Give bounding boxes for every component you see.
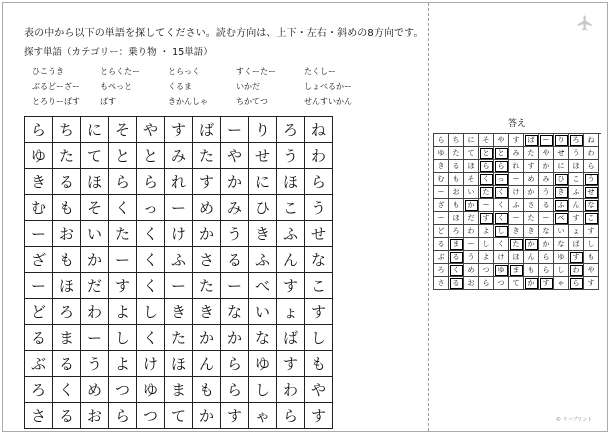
grid-cell: や [221,143,249,169]
answer-cell: い [464,186,479,199]
grid-cell: そ [109,117,137,143]
word-item: すくーたー [236,67,276,76]
answer-cell: か [524,186,539,199]
answer-cell: み [539,173,554,186]
answer-cell: く [494,212,509,225]
grid-cell: ら [109,169,137,195]
grid-cell: ら [109,403,137,429]
answer-cell: め [464,264,479,277]
word-item: ひこうき [32,67,64,76]
word-item: くるま [168,82,192,91]
grid-cell: っ [137,195,165,221]
answer-cell: す [539,277,554,290]
grid-cell: ー [109,247,137,273]
answer-cell: ー [434,212,449,225]
grid-cell: か [221,169,249,195]
answer-cell: や [494,134,509,147]
answer-cell: く [449,264,464,277]
answer-cell: す [584,277,599,290]
grid-cell: す [109,273,137,299]
answer-cell: よ [479,225,494,238]
answer-cell: い [554,225,569,238]
answer-cell: る [434,238,449,251]
answer-cell: ん [569,199,584,212]
grid-cell: に [249,169,277,195]
word-list [32,65,372,108]
answer-cell: せ [584,186,599,199]
grid-cell: る [25,325,53,351]
grid-cell: し [137,299,165,325]
grid-cell: す [305,299,333,325]
answer-cell: お [464,277,479,290]
grid-cell: ゆ [25,143,53,169]
answer-cell: も [449,199,464,212]
answer-cell: た [449,147,464,160]
grid-cell: た [53,143,81,169]
answer-cell: す [584,225,599,238]
grid-cell: ろ [277,117,305,143]
grid-cell: お [53,221,81,247]
grid-cell: ふ [277,221,305,247]
answer-cell: も [524,264,539,277]
grid-cell: ど [25,299,53,325]
answer-cell: む [434,173,449,186]
answer-cell: そ [479,134,494,147]
grid-cell: て [165,403,193,429]
answer-cell: せ [554,147,569,160]
answer-cell: そ [464,173,479,186]
answer-section [433,116,601,290]
grid-cell: ら [277,403,305,429]
grid-cell: ぶ [25,351,53,377]
answer-cell: ち [449,134,464,147]
grid-cell: き [249,221,277,247]
grid-cell: ろ [25,377,53,403]
grid-cell: ゃ [249,403,277,429]
grid-cell: く [53,377,81,403]
answer-cell: ふ [569,186,584,199]
grid-cell: わ [305,143,333,169]
answer-cell: も [584,251,599,264]
answer-cell: つ [494,277,509,290]
answer-cell: ー [479,199,494,212]
grid-cell: ば [277,325,305,351]
answer-cell: う [569,147,584,160]
cut-line [428,3,429,431]
answer-cell: み [509,147,524,160]
grid-cell: ひ [249,195,277,221]
answer-cell: ろ [449,225,464,238]
answer-cell: ー [434,186,449,199]
answer-cell: し [554,264,569,277]
word-item: とらっく [168,67,200,76]
answer-cell: ほ [509,251,524,264]
grid-cell: す [193,169,221,195]
answer-cell: て [509,277,524,290]
answer-cell: ら [434,134,449,147]
answer-cell: か [539,160,554,173]
grid-cell: ほ [53,273,81,299]
grid-cell: か [81,247,109,273]
answer-cell: ほ [569,160,584,173]
answer-cell: ゆ [494,264,509,277]
puzzle-grid [24,116,333,429]
answer-cell: お [449,186,464,199]
answer-cell: ろ [569,134,584,147]
answer-cell: れ [509,160,524,173]
answer-cell: ら [494,160,509,173]
answer-cell: く [494,186,509,199]
grid-cell: お [81,403,109,429]
answer-cell: よ [479,251,494,264]
answer-cell: ら [569,277,584,290]
grid-cell: か [193,325,221,351]
grid-cell: た [193,143,221,169]
grid-cell: ら [221,351,249,377]
grid-cell: ー [221,117,249,143]
answer-cell: た [479,186,494,199]
answer-cell: か [539,238,554,251]
grid-cell: た [193,273,221,299]
grid-cell: ふ [249,247,277,273]
grid-cell: に [81,117,109,143]
grid-cell: ゆ [249,351,277,377]
grid-cell: も [305,351,333,377]
answer-cell: べ [554,212,569,225]
answer-cell: う [539,186,554,199]
answer-cell: ら [479,277,494,290]
answer-cell: ろ [434,264,449,277]
grid-cell: し [305,325,333,351]
grid-cell: こ [305,273,333,299]
grid-cell: め [193,195,221,221]
grid-cell: ら [221,377,249,403]
answer-cell: ー [509,212,524,225]
answer-cell: ぶ [434,251,449,264]
grid-cell: だ [81,273,109,299]
grid-cell: ー [165,273,193,299]
grid-cell: ー [25,221,53,247]
answer-cell: ほ [464,160,479,173]
grid-cell: う [81,351,109,377]
answer-cell: わ [464,225,479,238]
grid-cell: さ [25,403,53,429]
grid-cell: く [137,247,165,273]
answer-cell: す [479,212,494,225]
answer-cell: た [524,147,539,160]
grid-cell: と [137,143,165,169]
answer-cell: す [569,212,584,225]
grid-cell: し [249,377,277,403]
grid-cell: ょ [277,299,305,325]
answer-cell: ば [524,134,539,147]
grid-cell: わ [81,299,109,325]
answer-cell: か [524,277,539,290]
answer-cell: な [584,199,599,212]
grid-cell: も [53,195,81,221]
grid-cell: ー [221,273,249,299]
grid-cell: わ [277,377,305,403]
answer-cell: ゆ [434,147,449,160]
grid-cell: し [109,325,137,351]
grid-cell: た [165,325,193,351]
answer-cell: ば [569,238,584,251]
answer-cell: か [524,238,539,251]
answer-cell: ま [509,264,524,277]
answer-cell: る [449,277,464,290]
grid-cell: け [165,221,193,247]
grid-cell: よ [109,299,137,325]
grid-cell: つ [109,377,137,403]
grid-cell: ま [165,377,193,403]
answer-cell: す [509,134,524,147]
grid-cell: ー [25,273,53,299]
grid-cell: ま [53,325,81,351]
word-list-title: 探す単語（カテゴリー：乗り物 ・ 15単語） [24,47,213,58]
answer-cell: ひ [554,173,569,186]
answer-cell: ら [539,251,554,264]
word-item: とらくたー [100,67,140,76]
answer-cell: る [449,251,464,264]
grid-cell: け [137,351,165,377]
word-item: ばす [100,97,116,106]
grid-cell: る [53,169,81,195]
answer-cell: っ [494,173,509,186]
grid-cell: ん [193,351,221,377]
answer-cell: な [539,225,554,238]
answer-cell: な [554,238,569,251]
grid-cell: く [109,195,137,221]
answer-cell: わ [584,147,599,160]
credit-text: © リハプリント [556,417,593,423]
answer-cell: ゃ [554,277,569,290]
grid-cell: て [81,143,109,169]
grid-cell: こ [277,195,305,221]
answer-cell: わ [569,264,584,277]
grid-cell: か [193,403,221,429]
answer-cell: す [569,251,584,264]
word-item: いかだ [236,82,260,91]
answer-title: 答え [507,119,526,129]
grid-cell: く [137,221,165,247]
answer-cell: く [494,238,509,251]
grid-cell: す [277,351,305,377]
answer-cell: る [449,160,464,173]
grid-cell: ふ [165,247,193,273]
answer-cell: け [494,251,509,264]
grid-cell: す [165,117,193,143]
answer-cell: だ [464,212,479,225]
grid-cell: や [137,117,165,143]
answer-cell: く [479,173,494,186]
answer-cell: ま [449,238,464,251]
grid-cell: べ [249,273,277,299]
grid-cell: よ [109,351,137,377]
grid-cell: ろ [53,299,81,325]
word-item: しょべるかー [304,82,352,91]
grid-cell: う [277,143,305,169]
answer-cell: し [494,225,509,238]
grid-cell: や [305,377,333,403]
answer-cell: る [539,199,554,212]
answer-cell: ふ [554,199,569,212]
grid-cell: う [221,221,249,247]
word-item: たくしー [304,67,336,76]
grid-cell: ほ [277,169,305,195]
word-item: きかんしゃ [168,97,208,106]
answer-cell: き [524,225,539,238]
answer-cell: う [464,251,479,264]
grid-cell: す [221,403,249,429]
grid-cell: い [249,299,277,325]
word-item: せんすいかん [304,97,352,106]
answer-cell: ー [464,238,479,251]
grid-cell: る [53,403,81,429]
grid-cell: さ [193,247,221,273]
grid-cell: そ [81,195,109,221]
grid-cell: つ [137,403,165,429]
grid-cell: ゆ [137,377,165,403]
answer-cell: た [524,212,539,225]
answer-cell: ゆ [554,251,569,264]
grid-cell: な [305,247,333,273]
grid-cell: り [249,117,277,143]
answer-cell: し [584,238,599,251]
answer-cell: ね [584,134,599,147]
answer-cell: ら [584,160,599,173]
grid-cell: ち [53,117,81,143]
grid-cell: な [221,299,249,325]
answer-cell: さ [434,277,449,290]
answer-cell: と [494,147,509,160]
grid-cell: め [81,377,109,403]
answer-cell: に [554,160,569,173]
answer-cell: ょ [569,225,584,238]
grid-cell: る [53,351,81,377]
grid-cell: す [305,403,333,429]
grid-cell: た [109,221,137,247]
grid-cell: ん [277,247,305,273]
answer-cell: ん [524,251,539,264]
answer-cell: き [554,186,569,199]
grid-cell: い [81,221,109,247]
answer-cell: き [509,225,524,238]
grid-cell: ざ [25,247,53,273]
grid-cell: と [109,143,137,169]
answer-cell: き [434,160,449,173]
answer-cell: け [509,186,524,199]
instruction-text: 表の中から以下の単語を探してください。読む方向は、上下・左右・斜めの8方向です。 [24,28,424,39]
answer-cell: ら [539,264,554,277]
answer-cell: す [524,160,539,173]
grid-cell: ら [137,169,165,195]
answer-cell: や [584,264,599,277]
answer-cell: ど [434,225,449,238]
answer-cell: ら [479,160,494,173]
answer-cell: ふ [509,199,524,212]
grid-cell: き [165,299,193,325]
answer-cell: め [524,173,539,186]
grid-cell: も [193,377,221,403]
grid-cell: な [249,325,277,351]
answer-cell: り [554,134,569,147]
answer-grid [433,133,601,290]
airplane-icon [576,14,594,32]
grid-cell: も [53,247,81,273]
grid-cell: か [221,325,249,351]
grid-cell: る [221,247,249,273]
answer-cell: つ [479,264,494,277]
grid-cell: れ [165,169,193,195]
grid-cell: き [193,299,221,325]
grid-cell: み [221,195,249,221]
answer-cell: ざ [434,199,449,212]
answer-cell: ー [509,173,524,186]
answer-cell: ー [539,134,554,147]
grid-cell: ほ [81,169,109,195]
grid-cell: く [137,325,165,351]
grid-cell: ー [81,325,109,351]
grid-cell: せ [305,221,333,247]
grid-cell: ほ [165,351,193,377]
answer-cell: と [479,147,494,160]
answer-cell: こ [584,212,599,225]
grid-cell: み [165,143,193,169]
word-item: ぶるどーざー [32,82,80,91]
answer-cell: た [509,238,524,251]
grid-cell: ら [305,169,333,195]
grid-cell: ー [165,195,193,221]
grid-cell: せ [249,143,277,169]
answer-cell: ほ [449,212,464,225]
word-item: もぺっと [100,82,132,91]
answer-cell: て [464,147,479,160]
answer-cell: さ [524,199,539,212]
answer-cell: も [449,173,464,186]
answer-cell: く [494,199,509,212]
answer-cell: に [464,134,479,147]
answer-cell: う [584,173,599,186]
grid-cell: う [305,195,333,221]
grid-cell: ら [25,117,53,143]
grid-cell: ね [305,117,333,143]
grid-cell: き [25,169,53,195]
grid-cell: く [137,273,165,299]
grid-cell: む [25,195,53,221]
answer-cell: ー [539,212,554,225]
answer-cell: し [479,238,494,251]
answer-cell: や [539,147,554,160]
grid-cell: か [193,221,221,247]
answer-cell: こ [569,173,584,186]
answer-cell: か [464,199,479,212]
grid-cell: す [277,273,305,299]
word-item: ちかてつ [236,97,268,106]
word-item: とろりーばす [32,97,80,106]
grid-cell: ば [193,117,221,143]
